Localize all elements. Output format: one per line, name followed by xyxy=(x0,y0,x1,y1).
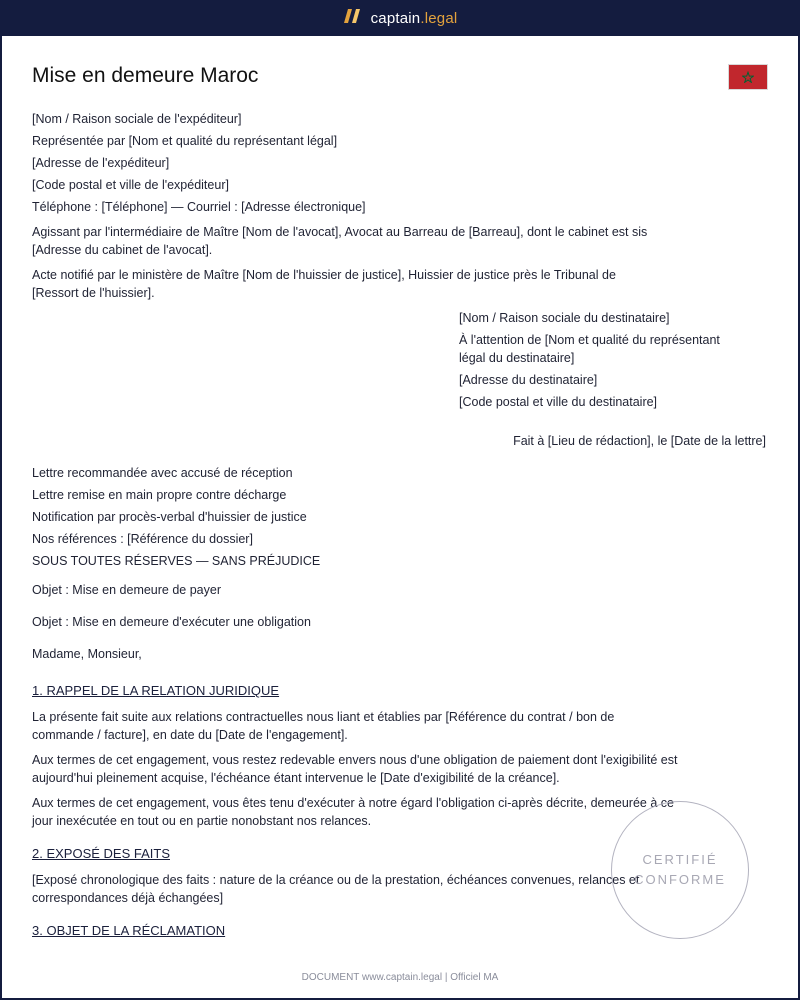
footer-text: DOCUMENT www.captain.legal | Officiel MA xyxy=(301,972,499,983)
object-execute: Objet : Mise en demeure d'exécuter une obligation xyxy=(32,615,311,629)
place-date: Fait à [Lieu de rédaction], le [Date de la lettre] xyxy=(513,434,766,448)
captain-logo-icon xyxy=(343,8,363,29)
section-1-p3-line-2: jour inexécutée en tout ou en partie nonobstant nos relances. xyxy=(32,814,372,828)
lawyer-line-2: [Adresse du cabinet de l'avocat]. xyxy=(32,243,213,257)
delivery-bailiff: Notification par procès-verbal d'huissier de justice xyxy=(32,510,307,524)
top-bar xyxy=(0,0,800,36)
object-pay: Objet : Mise en demeure de payer xyxy=(32,583,221,597)
sender-city: [Code postal et ville de l'expéditeur] xyxy=(32,178,229,192)
brand-name xyxy=(371,10,458,27)
section-3-title: 3. OBJET DE LA RÉCLAMATION xyxy=(32,923,226,938)
recipient-city: [Code postal et ville du destinataire] xyxy=(459,395,658,409)
section-1-p3-line-1: Aux termes de cet engagement, vous êtes tenu d'exécuter à notre égard l'obligation ci-après décrite, demeurée à ce xyxy=(32,796,674,810)
bailiff-line-2: [Ressort de l'huissier]. xyxy=(32,286,155,300)
reservation-notice: SOUS TOUTES RÉSERVES — SANS PRÉJUDICE xyxy=(32,554,321,568)
brand-accent: .legal xyxy=(420,9,458,27)
recipient-attention: À l'attention de [Nom et qualité du représentant xyxy=(459,333,720,347)
bailiff-line-1: Acte notifié par le ministère de Maître [Nom de l'huissier de justice], Huissier de justice près le Tribunal de xyxy=(32,268,616,282)
section-1-p2-line-1: Aux termes de cet engagement, vous restez redevable envers nous d'une obligation de paiement dont l'exigibilité est xyxy=(32,753,678,767)
section-1-p2-line-2: aujourd'hui pleinement acquise, l'échéance étant intervenue le [Date d'exigibilité de la créance]. xyxy=(32,771,560,785)
recipient-name: [Nom / Raison sociale du destinataire] xyxy=(459,311,670,325)
brand-main: captain xyxy=(370,9,421,27)
salutation: Madame, Monsieur, xyxy=(32,647,142,661)
certified-stamp xyxy=(611,801,749,939)
section-1-p1-line-2: commande / facture], en date du [Date de l'engagement]. xyxy=(32,728,348,742)
sender-contact: Téléphone : [Téléphone] — Courriel : [Adresse électronique] xyxy=(32,200,366,214)
section-2-title: 2. EXPOSÉ DES FAITS xyxy=(32,846,170,861)
brand-logo[interactable] xyxy=(343,8,458,29)
references: Nos références : [Référence du dossier] xyxy=(32,532,253,546)
section-1-title: 1. RAPPEL DE LA RELATION JURIDIQUE xyxy=(32,683,280,698)
stamp-line-1: CERTIFIÉ xyxy=(642,852,718,867)
document-title: Mise en demeure Maroc xyxy=(32,64,259,87)
section-2-line-2: correspondances déjà échangées] xyxy=(32,891,224,905)
sender-address: [Adresse de l'expéditeur] xyxy=(32,156,170,170)
morocco-flag-icon xyxy=(729,65,767,89)
delivery-registered: Lettre recommandée avec accusé de réception xyxy=(32,466,293,480)
recipient-address: [Adresse du destinataire] xyxy=(459,373,598,387)
recipient-attention-cont: légal du destinataire] xyxy=(459,351,575,365)
sender-representative: Représentée par [Nom et qualité du représentant légal] xyxy=(32,134,338,148)
section-2-line-1: [Exposé chronologique des faits : nature de la créance ou de la prestation, échéances convenues, relances et xyxy=(32,873,640,887)
stamp-line-2: CONFORME xyxy=(634,872,726,887)
delivery-hand: Lettre remise en main propre contre décharge xyxy=(32,488,287,502)
sender-name: [Nom / Raison sociale de l'expéditeur] xyxy=(32,112,242,126)
section-1-p1-line-1: La présente fait suite aux relations contractuelles nous liant et établies par [Référence du contrat / bon de xyxy=(32,710,615,724)
lawyer-line-1: Agissant par l'intermédiaire de Maître [Nom de l'avocat], Avocat au Barreau de [Barreau], dont le cabinet est sis xyxy=(32,225,648,239)
